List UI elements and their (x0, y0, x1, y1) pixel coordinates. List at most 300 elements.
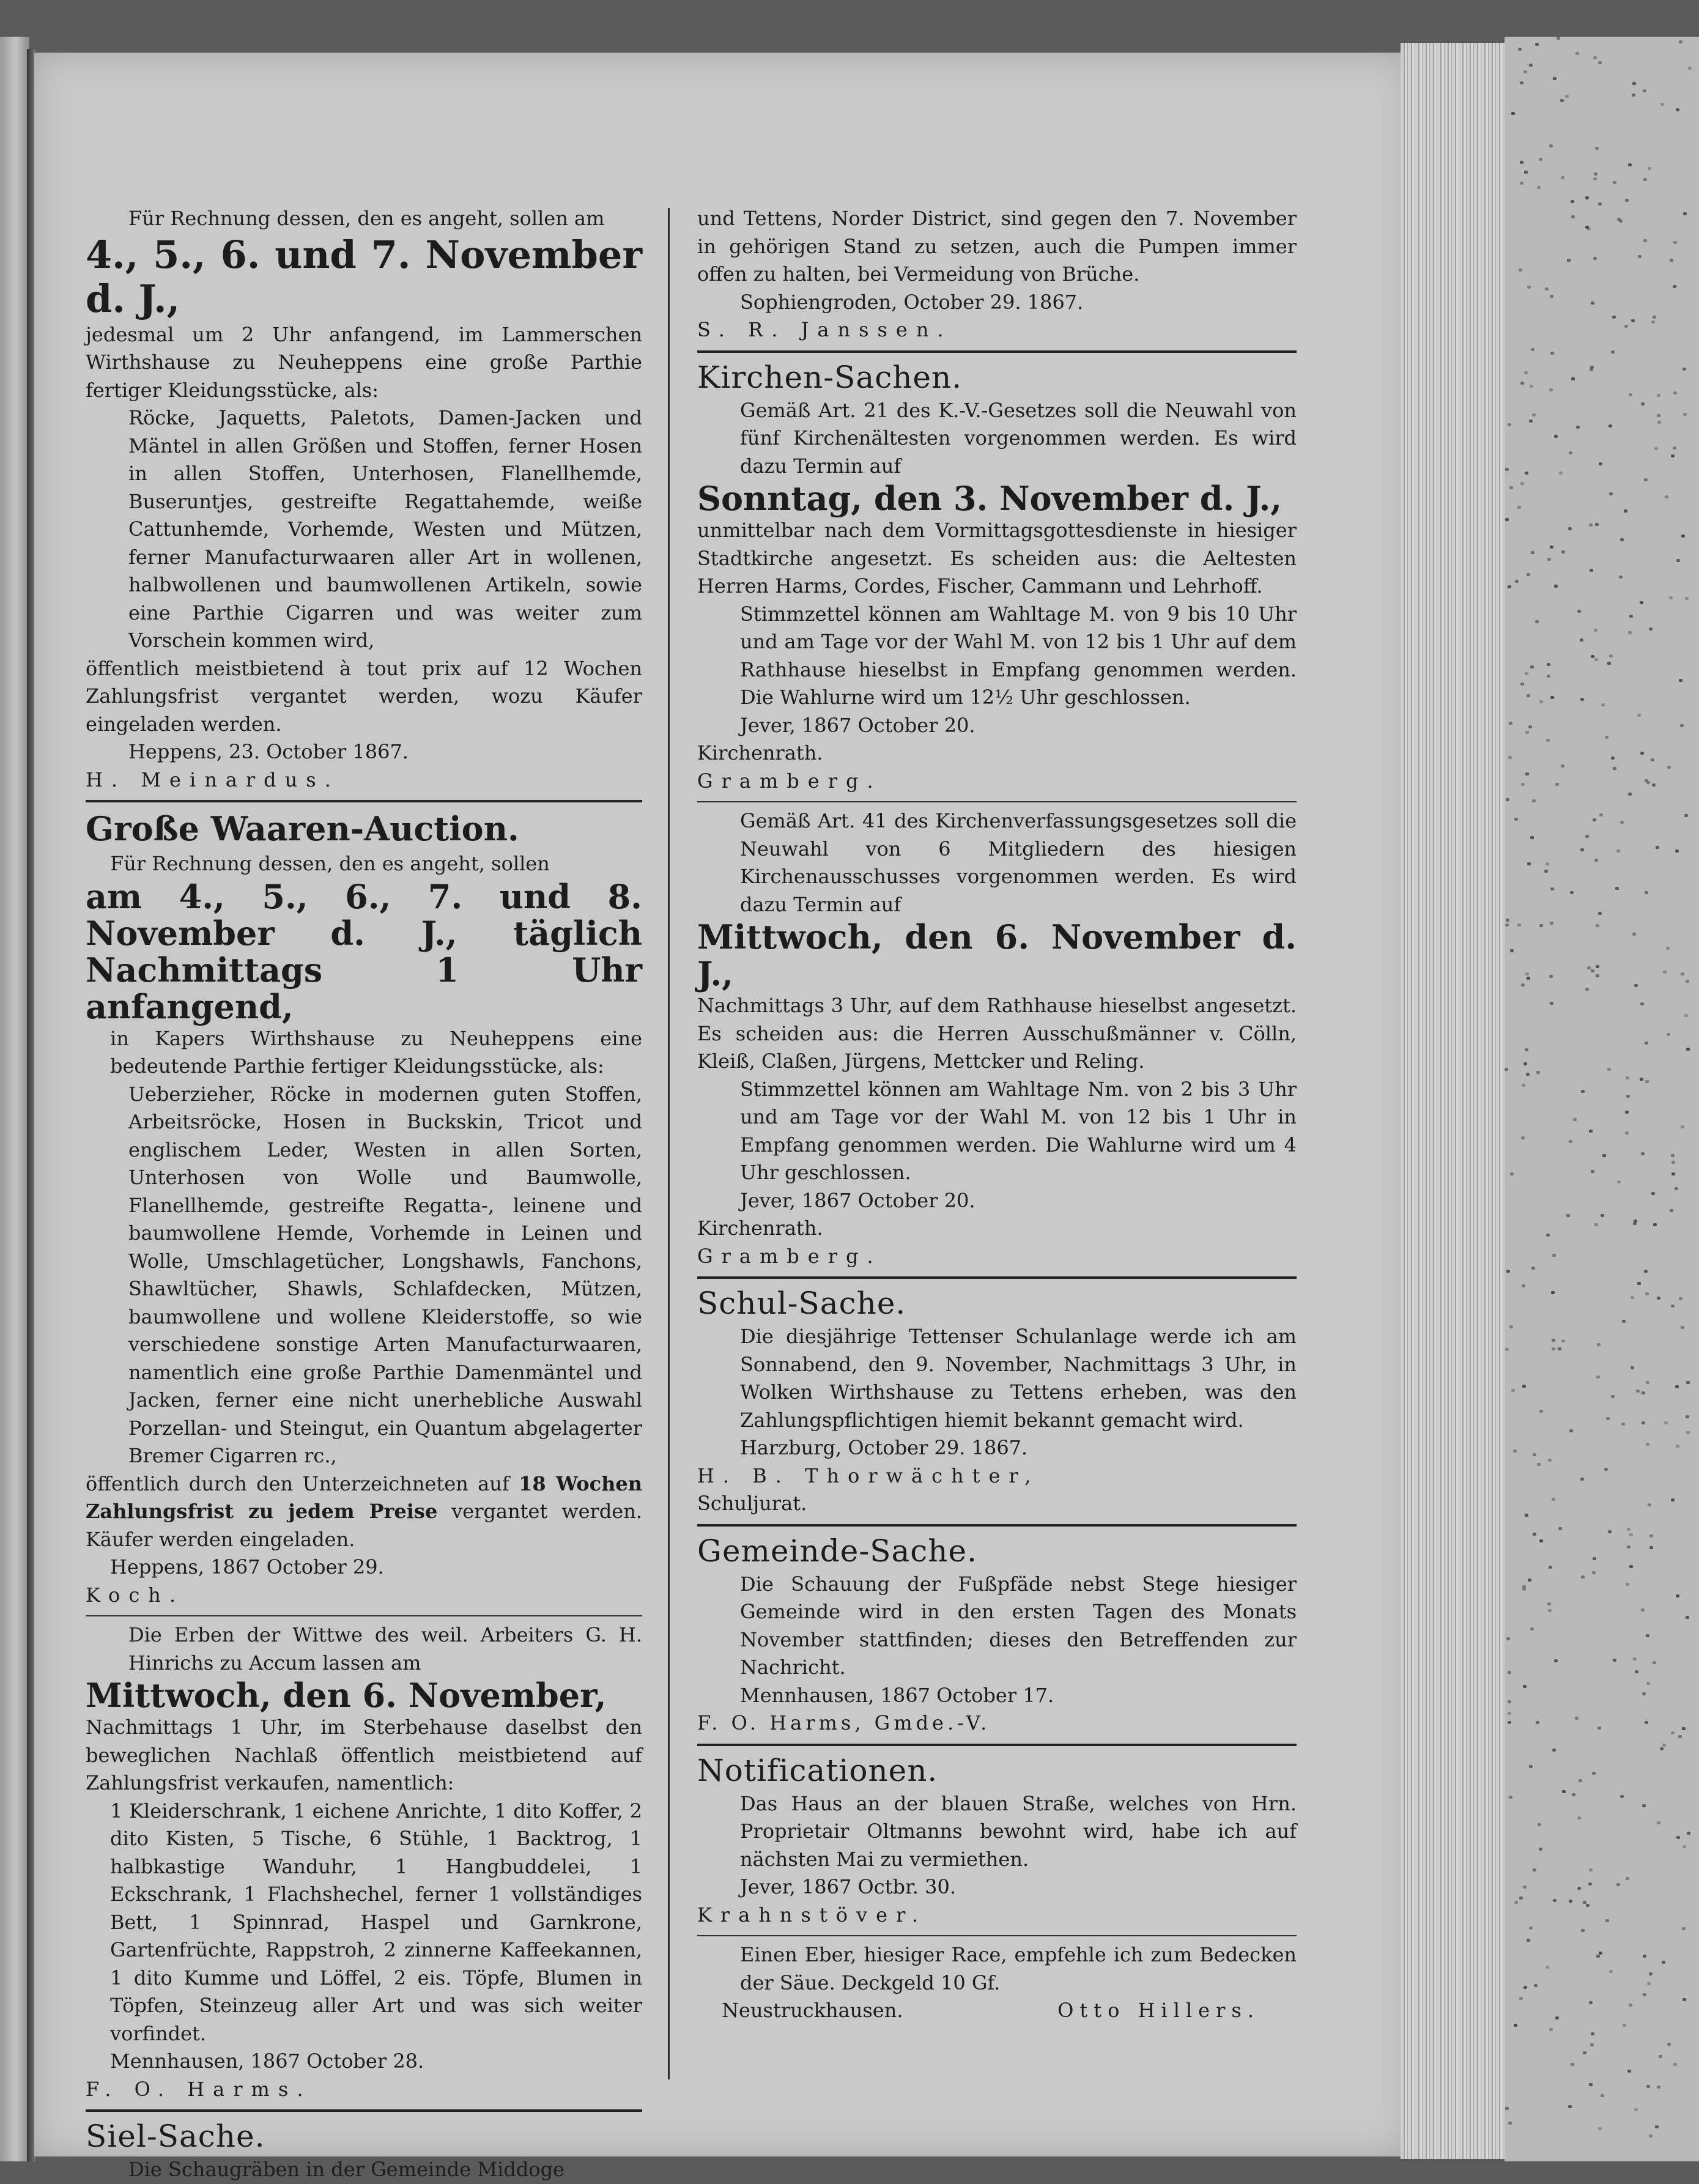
cover-speckle (1657, 414, 1660, 417)
cover-speckle (1520, 182, 1523, 185)
cover-speckle (1646, 1682, 1650, 1685)
cover-speckle (1649, 1546, 1653, 1549)
cover-speckle (1682, 1927, 1686, 1930)
notice-title: Große Waaren-Auction. (86, 809, 519, 848)
cover-speckle (1682, 1727, 1686, 1730)
notice-place-date: Harzburg, October 29. 1867. (740, 1436, 1028, 1459)
cover-speckle (1553, 77, 1556, 80)
cover-speckle (1676, 1594, 1679, 1597)
cover-speckle (1604, 1468, 1608, 1471)
cover-speckle (1508, 423, 1511, 426)
notice-date: Mittwoch, den 6. November, (86, 1676, 607, 1715)
cover-speckle (1539, 1539, 1543, 1542)
cover-speckle (1535, 620, 1539, 623)
cover-speckle (1517, 924, 1521, 927)
cover-speckle (1561, 550, 1565, 553)
cover-speckle (1589, 2001, 1593, 2004)
cover-speckle (1590, 366, 1594, 369)
notice-date: Sonntag, den 3. November d. J., (697, 479, 1283, 518)
cover-speckle (1548, 1459, 1552, 1462)
cover-speckle (1644, 478, 1648, 481)
cover-speckle (1671, 1305, 1675, 1308)
cover-speckle (1546, 1234, 1550, 1237)
cover-speckle (1523, 1886, 1527, 1889)
cover-speckle (1531, 551, 1534, 554)
cover-speckle (1506, 798, 1509, 801)
terms-emphasis: 18 Wochen Zahlungsfrist zu jedem Preise (86, 1471, 643, 1523)
cover-speckle (1585, 835, 1589, 838)
cover-speckle (1550, 922, 1553, 925)
cover-speckle (1613, 767, 1616, 770)
cover-speckle (1649, 1972, 1653, 1975)
cover-speckle (1580, 698, 1584, 701)
cover-speckle (1508, 1671, 1511, 1674)
cover-speckle (1613, 1659, 1616, 1662)
cover-speckle (1626, 1877, 1629, 1880)
cover-speckle (1534, 1984, 1538, 1987)
cover-speckle (1554, 585, 1558, 588)
cover-speckle (1615, 887, 1619, 890)
cover-speckle (1664, 1421, 1668, 1424)
cover-speckle (1654, 447, 1658, 450)
cover-speckle (1687, 1832, 1690, 1835)
cover-speckle (1549, 144, 1553, 147)
section-heading: Kirchen-Sachen. (697, 359, 963, 395)
cover-speckle (1597, 1727, 1601, 1730)
cover-speckle (1642, 1804, 1646, 1807)
cover-speckle (1523, 70, 1527, 73)
cover-speckle (1619, 576, 1623, 579)
cover-speckle (1509, 1325, 1513, 1328)
cover-speckle (1594, 1223, 1598, 1226)
cover-speckle (1686, 1415, 1689, 1418)
cover-speckle (1570, 891, 1574, 894)
cover-speckle (1519, 268, 1522, 272)
cover-speckle (1667, 1033, 1670, 1036)
cover-speckle (1667, 2043, 1671, 2046)
notice-item-list: 1 Kleiderschrank, 1 eichene Anrichte, 1 dito Koffer, 2 dito Kisten, 5 Tische, 6 Stühle, 1 Backtrog, 1 halbkastige Wanduhr, 1 Hangbuddelei, 1 Eckschrank, 1 Flachshechel, ferner 1 vollständiges Bett, 1 Spinnrad, Haspel und Garnkrone, Gartenfrüchte, Rappstroh, 2 zinnerne Kaffeekannen, 1 dito Kumme und Löffel, 2 eis. Töpfe, Blumen in Töpfen, Steinzeug aller Art und was sich weiter vorfindet. (110, 1799, 642, 2045)
cover-speckle (1611, 1395, 1615, 1398)
cover-speckle (1550, 352, 1554, 355)
cover-speckle (1682, 1998, 1686, 2001)
notice-details: Nachmittags 3 Uhr, auf dem Rathhause hieselbst angesetzt. Es scheiden aus: die Herren Ausschußmänner v. Cölln, Kleiß, Claßen, Jürgens, Mettcker und Reling. (697, 994, 1297, 1073)
cover-speckle (1505, 924, 1509, 927)
section-rule (86, 2109, 642, 2112)
cover-speckle (1505, 2107, 1509, 2110)
cover-speckle (1531, 348, 1534, 351)
cover-speckle (1625, 199, 1629, 202)
cover-speckle (1671, 1498, 1675, 1501)
cover-speckle (1673, 446, 1676, 450)
cover-speckle (1595, 147, 1599, 150)
cover-speckle (1569, 1900, 1572, 1903)
cover-speckle (1656, 846, 1659, 849)
cover-speckle (1594, 172, 1597, 176)
page-block-edges (1401, 43, 1511, 2159)
cover-speckle (1629, 393, 1632, 396)
notice-text: Das Haus an der blauen Straße, welches von Hrn. Proprietair Oltmanns bewohnt wird, habe ich auf nächsten Mai zu vermiethen. (740, 1791, 1297, 1871)
cover-speckle (1530, 385, 1533, 388)
cover-speckle (1683, 413, 1687, 416)
cover-speckle (1523, 1685, 1527, 1688)
cover-speckle (1621, 1423, 1625, 1426)
cover-speckle (1514, 818, 1518, 821)
cover-speckle (1625, 1131, 1629, 1135)
cover-speckle (1665, 495, 1668, 498)
cover-speckle (1633, 1657, 1637, 1660)
cover-speckle (1608, 1530, 1612, 1533)
cover-speckle (1568, 527, 1572, 530)
cover-speckle (1607, 1068, 1611, 1071)
cover-speckle (1642, 1692, 1646, 1695)
boar-notice (697, 1941, 1297, 2025)
cover-speckle (1587, 966, 1591, 969)
cover-speckle (1617, 1180, 1621, 1183)
cover-speckle (1558, 1527, 1562, 1530)
cover-speckle (1576, 426, 1580, 429)
cover-speckle (1620, 1795, 1624, 1798)
cover-speckle (1590, 569, 1593, 572)
cover-speckle (1592, 1772, 1596, 1775)
terms-end: vergantet werden. Käufer werden eingeladen. (86, 1500, 643, 1551)
cover-speckle (1642, 1421, 1645, 1424)
cover-speckle (1537, 186, 1541, 189)
cover-speckle (1547, 558, 1551, 561)
cover-speckle (1591, 1170, 1594, 1173)
notice-text: Einen Eber, hiesiger Race, empfehle ich zum Bedecken der Säue. Deckgeld 10 Gf. (740, 1943, 1297, 1994)
cover-speckle (1565, 95, 1569, 98)
cover-speckle (1627, 1545, 1631, 1549)
cover-speckle (1645, 1042, 1648, 1045)
cover-speckle (1596, 1375, 1600, 1379)
cover-speckle (1508, 1712, 1511, 1715)
cover-speckle (1641, 402, 1645, 405)
notice-place-date: Mennhausen, 1867 October 17. (740, 1683, 1054, 1707)
notice-details: unmittelbar nach dem Vormittagsgottesdienste in hiesiger Stadtkirche angesetzt. Es scheiden aus: die Aeltesten Herren Harms, Cordes, Fischer, Cammann und Lehrhoff. (697, 519, 1297, 598)
cover-speckle (1506, 1637, 1510, 1640)
cover-speckle (1517, 506, 1521, 509)
cover-speckle (1688, 67, 1692, 70)
cover-speckle (1555, 2016, 1559, 2019)
cover-speckle (1629, 1533, 1633, 1536)
notice-date: Mittwoch, den 6. November d. J., (697, 917, 1297, 993)
cover-speckle (1515, 580, 1519, 583)
cover-speckle (1571, 2063, 1574, 2066)
cover-speckle (1682, 1845, 1686, 1848)
municipal-notice (697, 1531, 1297, 1738)
cover-speckle (1682, 368, 1686, 371)
cover-speckle (1508, 585, 1511, 588)
cover-speckle (1653, 1661, 1656, 1664)
cover-speckle (1598, 202, 1602, 205)
cover-speckle (1509, 486, 1513, 489)
cover-speckle (1569, 451, 1572, 454)
cover-speckle (1567, 259, 1571, 262)
cover-speckle (1671, 1172, 1675, 1175)
notice-place-date: Jever, 1867 October 20. (740, 1188, 975, 1212)
cover-speckle (1657, 1821, 1660, 1824)
cover-speckle (1599, 813, 1603, 816)
notifications-section (697, 1751, 1297, 1930)
cover-speckle (1549, 2028, 1553, 2031)
cover-speckle (1623, 2024, 1626, 2027)
cover-speckle (1549, 975, 1553, 978)
cover-speckle (1645, 1721, 1648, 1724)
cover-speckle (1652, 783, 1656, 787)
cover-speckle (1537, 1463, 1541, 1466)
cover-speckle (1522, 1284, 1525, 1287)
siel-notice (86, 2117, 642, 2184)
cover-speckle (1519, 1997, 1523, 2000)
cover-speckle (1616, 850, 1620, 853)
cover-speckle (1624, 325, 1628, 328)
notice-text: Die Schaugräben in der Gemeinde Middoge (128, 2158, 564, 2181)
cover-speckle (1684, 1014, 1688, 1017)
church-committee-notice (697, 807, 1297, 1270)
cover-speckle (1628, 631, 1632, 634)
cover-speckle (1528, 725, 1532, 728)
notice-intro: Gemäß Art. 21 des K.-V.-Gesetzes soll die Neuwahl von fünf Kirchenältesten vorgenommen werden. Es wird dazu Termin auf (740, 398, 1297, 478)
cover-speckle (1627, 1528, 1631, 1531)
cover-speckle (1521, 983, 1525, 987)
cover-speckle (1671, 454, 1675, 457)
cover-speckle (1560, 99, 1564, 102)
cover-speckle (1520, 382, 1524, 385)
cover-speckle (1633, 1222, 1637, 1225)
cover-speckle (1671, 1731, 1675, 1734)
cover-speckle (1525, 772, 1529, 776)
cover-speckle (1642, 1391, 1645, 1394)
cover-speckle (1595, 523, 1599, 526)
cover-speckle (1505, 518, 1509, 521)
siel-notice-continued (697, 205, 1297, 344)
cover-speckle (1539, 700, 1543, 703)
cover-speckle (1506, 919, 1509, 922)
cover-speckle (1552, 1749, 1556, 1752)
cover-speckle (1681, 972, 1684, 975)
cover-speckle (1608, 424, 1612, 428)
cover-speckle (1554, 1659, 1558, 1662)
cover-speckle (1671, 1154, 1675, 1157)
cover-speckle (1529, 1765, 1533, 1768)
church-election-notice (697, 358, 1297, 796)
cover-speckle (1533, 1453, 1536, 1456)
cover-speckle (1651, 1192, 1655, 1195)
cover-speckle (1684, 814, 1688, 817)
cover-speckle (1680, 724, 1684, 727)
cover-speckle (1640, 1002, 1644, 1005)
cover-speckle (1525, 672, 1528, 675)
cover-speckle (1675, 1187, 1678, 1190)
section-heading: Notificationen. (697, 1752, 938, 1788)
notice-intro: Für Rechnung dessen, den es angeht, sollen am (128, 207, 605, 230)
cover-speckle (1598, 61, 1602, 64)
cover-speckle (1594, 859, 1598, 862)
notice-signature: Otto Hillers. (1057, 1999, 1260, 2022)
school-notice (697, 1284, 1297, 1518)
cover-speckle (1646, 1634, 1649, 1637)
cover-speckle (1523, 1986, 1527, 1989)
cover-speckle (1585, 196, 1589, 199)
cover-speckle (1676, 108, 1679, 111)
cover-speckle (1645, 1292, 1649, 1295)
cover-speckle (1681, 535, 1685, 538)
speckled-book-cover (1505, 37, 1699, 2161)
cover-speckle (1591, 302, 1594, 305)
cover-speckle (1640, 1078, 1643, 1081)
cover-speckle (1596, 974, 1599, 977)
cover-speckle (1596, 1955, 1600, 1958)
cover-speckle (1581, 1090, 1585, 1093)
cover-speckle (1577, 610, 1581, 613)
cover-speckle (1626, 1583, 1629, 1586)
cover-speckle (1581, 1575, 1585, 1579)
cover-speckle (1550, 295, 1553, 298)
cover-speckle (1569, 1140, 1572, 1143)
cover-speckle (1646, 2085, 1650, 2088)
cover-speckle (1601, 703, 1605, 706)
cover-speckle (1524, 371, 1528, 374)
notice-footer (697, 1997, 1297, 2025)
cover-speckle (1547, 675, 1550, 678)
cover-speckle (1566, 1214, 1570, 1217)
section-rule (86, 1615, 642, 1616)
cover-speckle (1605, 736, 1608, 739)
cover-speckle (1577, 1887, 1581, 1890)
cover-speckle (1522, 1385, 1526, 1388)
cover-speckle (1626, 1095, 1630, 1098)
cover-speckle (1544, 870, 1548, 873)
notice-text: Die Schauung der Fußpfäde nebst Stege hiesiger Gemeinde wird in den ersten Tagen des Monats November stattfinden; dieses den Betreffenden zur Nachricht. (740, 1572, 1297, 1679)
cover-speckle (1571, 215, 1575, 218)
cover-speckle (1575, 52, 1579, 55)
cover-speckle (1593, 56, 1597, 59)
cover-speckle (1631, 1296, 1634, 1299)
cover-speckle (1550, 887, 1554, 890)
cover-speckle (1593, 818, 1596, 821)
cover-speckle (1536, 1071, 1540, 1074)
cover-speckle (1679, 40, 1682, 43)
cover-speckle (1657, 421, 1661, 424)
notice-place-date: Jever, 1867 Octbr. 30. (740, 1875, 957, 1898)
notice-signature: Gramberg. (697, 1244, 882, 1268)
cover-speckle (1588, 1882, 1592, 1886)
cover-speckle (1609, 654, 1613, 657)
cover-speckle (1601, 2094, 1604, 2097)
cover-speckle (1616, 1883, 1620, 1886)
cover-speckle (1644, 1270, 1648, 1273)
cover-speckle (1550, 696, 1554, 699)
cover-speckle (1669, 596, 1673, 599)
cover-speckle (1601, 1214, 1604, 1217)
cover-speckle (1611, 350, 1615, 354)
section-rule (697, 1744, 1297, 1746)
cover-speckle (1530, 836, 1534, 839)
cover-speckle (1636, 1390, 1640, 1393)
cover-speckle (1596, 965, 1599, 968)
cover-speckle (1631, 1366, 1634, 1369)
cover-speckle (1530, 665, 1534, 668)
cover-speckle (1547, 1602, 1551, 1605)
cover-speckle (1550, 1002, 1553, 1005)
cover-speckle (1561, 176, 1564, 179)
notice-place: Neustruckhausen. (722, 1999, 903, 2022)
cover-speckle (1640, 601, 1643, 604)
cover-speckle (1638, 255, 1642, 258)
cover-speckle (1686, 980, 1689, 983)
auction-notice-kaper (86, 807, 642, 1609)
cover-speckle (1506, 1270, 1510, 1273)
notice-place-date: Jever, 1867 October 20. (740, 713, 975, 737)
cover-speckle (1552, 1347, 1555, 1350)
right-column (697, 205, 1297, 2025)
cover-speckle (1605, 1919, 1609, 1922)
left-column (86, 205, 642, 2184)
cover-speckle (1520, 81, 1523, 84)
cover-speckle (1508, 2122, 1512, 2125)
cover-speckle (1679, 679, 1682, 682)
cover-speckle (1657, 394, 1660, 397)
cover-speckle (1660, 1747, 1664, 1750)
cover-speckle (1538, 1823, 1541, 1826)
cover-speckle (1591, 2032, 1594, 2035)
cover-speckle (1554, 435, 1558, 438)
cover-speckle (1643, 1955, 1646, 1958)
cover-speckle (1663, 971, 1667, 974)
cover-speckle (1686, 1431, 1690, 1434)
cover-speckle (1521, 1136, 1525, 1139)
cover-speckle (1637, 1282, 1641, 1285)
cover-speckle (1609, 1970, 1613, 1973)
cover-speckle (1628, 793, 1632, 796)
notice-signature: F. O. Harms, Gmde.-V. (697, 1711, 991, 1734)
cover-speckle (1620, 821, 1624, 824)
cover-speckle (1686, 1048, 1690, 1051)
cover-speckle (1609, 492, 1613, 495)
cover-speckle (1686, 1616, 1689, 1619)
cover-speckle (1683, 212, 1687, 215)
cover-speckle (1676, 559, 1680, 562)
notice-place-date: Sophiengroden, October 29. 1867. (740, 290, 1084, 314)
cover-speckle (1612, 316, 1616, 319)
notice-item-list: Röcke, Jaquetts, Paletots, Damen-Jacken und Mäntel in allen Größen und Stoffen, ferner Hosen in allen Stoffen, Unterhosen, Flanellhemde, Buseruntjes, gestreifte Regattahemde, weiße Cattunhemde, Vorhemde, Westen und Mützen, ferner Manufacturwaaren aller Art in wollenen, halbwollenen und baumwollenen Artikeln, sowie eine Parthie Cigarren und was weiter zum Vorschein kommen wird, (128, 406, 642, 652)
cover-speckle (1629, 2004, 1632, 2007)
cover-speckle (1551, 1291, 1555, 1294)
cover-speckle (1546, 739, 1550, 742)
cover-speckle (1625, 1111, 1629, 1114)
cover-speckle (1527, 286, 1531, 289)
cover-speckle (1643, 1993, 1646, 1996)
cover-speckle (1519, 1897, 1523, 1900)
cover-speckle (1585, 988, 1589, 991)
notice-signature: F. O. Harms. (86, 2077, 312, 2101)
cover-speckle (1535, 43, 1539, 46)
notice-intro: Für Rechnung dessen, den es angeht, sollen (110, 852, 550, 875)
cover-speckle (1510, 1172, 1514, 1175)
cover-speckle (1602, 1154, 1606, 1157)
cover-speckle (1670, 259, 1673, 262)
cover-speckle (1510, 949, 1514, 952)
cover-speckle (1581, 1929, 1585, 1932)
cover-speckle (1523, 1062, 1527, 1065)
cover-speckle (1666, 947, 1670, 950)
cover-speckle (1579, 1779, 1582, 1782)
notice-place-date: Heppens, 23. October 1867. (128, 740, 409, 763)
cover-speckle (1632, 94, 1635, 97)
cover-speckle (1676, 1445, 1679, 1448)
notice-location: in Kapers Wirthshause zu Neuheppens eine bedeutende Parthie fertiger Kleidungsstücke, als: (110, 1026, 642, 1078)
cover-speckle (1628, 163, 1632, 166)
